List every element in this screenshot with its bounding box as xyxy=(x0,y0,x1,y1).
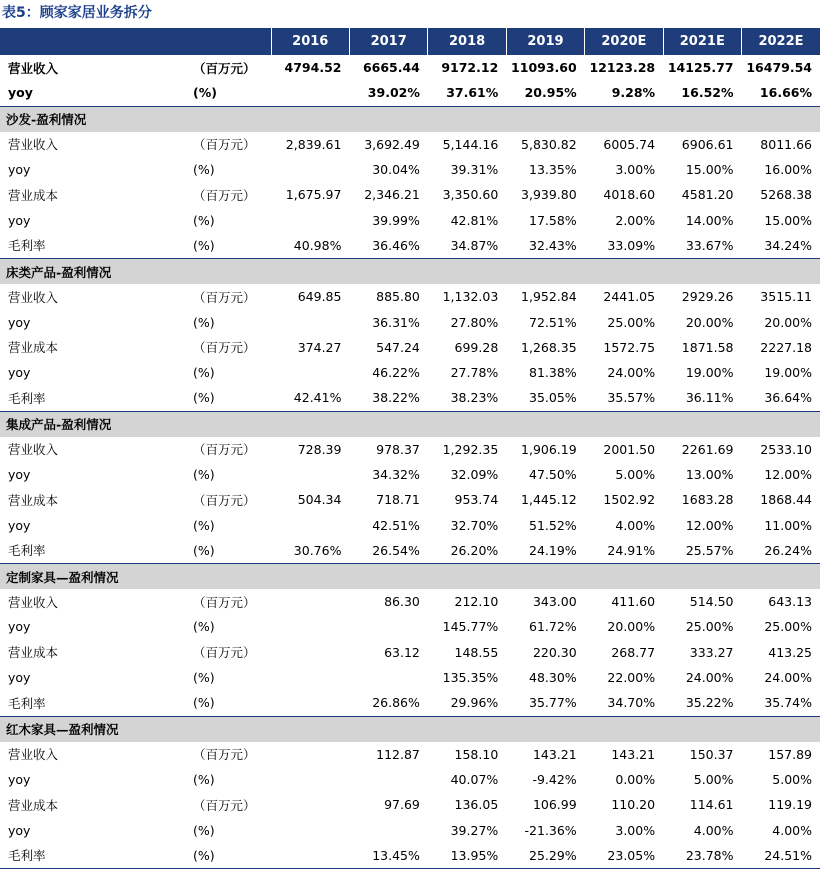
value-cell: 12.00% xyxy=(663,512,741,537)
section-title: 床类产品-盈利情况 xyxy=(0,259,820,285)
table-row xyxy=(0,132,820,157)
value-cell: 1,675.97 xyxy=(271,182,349,207)
value-cell: 15.00% xyxy=(742,207,820,232)
value-cell: 36.11% xyxy=(663,385,741,411)
table-row xyxy=(0,309,820,334)
business-breakdown-table xyxy=(0,28,820,869)
value-cell: 16.00% xyxy=(742,157,820,182)
value-cell: 24.91% xyxy=(585,538,663,564)
value-cell: 19.00% xyxy=(663,360,741,385)
row-unit: (%) xyxy=(183,665,271,690)
value-cell: 106.99 xyxy=(506,792,584,817)
row-unit: (%) xyxy=(183,843,271,869)
value-cell: 343.00 xyxy=(506,589,584,614)
value-cell: 25.00% xyxy=(663,614,741,639)
row-unit: (%) xyxy=(183,690,271,716)
value-cell: 36.64% xyxy=(742,385,820,411)
value-cell: 1572.75 xyxy=(585,335,663,360)
table-row xyxy=(0,614,820,639)
value-cell: 220.30 xyxy=(506,640,584,665)
value-cell: 19.00% xyxy=(742,360,820,385)
value-cell: 37.61% xyxy=(428,80,506,106)
value-cell: 32.70% xyxy=(428,512,506,537)
row-unit: （百万元） xyxy=(183,437,271,462)
table-row xyxy=(0,817,820,842)
row-label: 毛利率 xyxy=(0,843,183,869)
row-unit: （百万元） xyxy=(183,792,271,817)
value-cell: 24.51% xyxy=(742,843,820,869)
row-unit: （百万元） xyxy=(183,487,271,512)
value-cell xyxy=(271,843,349,869)
year-header: 2017 xyxy=(349,28,427,55)
value-cell: 1,445.12 xyxy=(506,487,584,512)
value-cell: 30.04% xyxy=(349,157,427,182)
section-header-row xyxy=(0,106,820,132)
value-cell: 35.22% xyxy=(663,690,741,716)
value-cell: 112.87 xyxy=(349,742,427,767)
value-cell: 3.00% xyxy=(585,817,663,842)
value-cell: 2.00% xyxy=(585,207,663,232)
value-cell: 4.00% xyxy=(585,512,663,537)
row-label: 毛利率 xyxy=(0,233,183,259)
value-cell: 20.00% xyxy=(742,309,820,334)
value-cell: 39.31% xyxy=(428,157,506,182)
value-cell: 51.52% xyxy=(506,512,584,537)
value-cell: 2441.05 xyxy=(585,284,663,309)
value-cell: 547.24 xyxy=(349,335,427,360)
value-cell: 413.25 xyxy=(742,640,820,665)
value-cell: 2261.69 xyxy=(663,437,741,462)
value-cell: 20.95% xyxy=(506,80,584,106)
row-unit: （百万元） xyxy=(183,284,271,309)
value-cell: 1868.44 xyxy=(742,487,820,512)
value-cell: 504.34 xyxy=(271,487,349,512)
value-cell: 27.78% xyxy=(428,360,506,385)
year-header: 2020E xyxy=(585,28,663,55)
value-cell: 20.00% xyxy=(585,614,663,639)
table-row xyxy=(0,360,820,385)
table-row xyxy=(0,767,820,792)
table-row xyxy=(0,437,820,462)
year-header: 2018 xyxy=(428,28,506,55)
value-cell: 885.80 xyxy=(349,284,427,309)
value-cell: 22.00% xyxy=(585,665,663,690)
header-row xyxy=(0,28,820,55)
value-cell: 157.89 xyxy=(742,742,820,767)
value-cell: 25.29% xyxy=(506,843,584,869)
row-label: 营业收入 xyxy=(0,589,183,614)
value-cell: 25.00% xyxy=(742,614,820,639)
value-cell: 25.57% xyxy=(663,538,741,564)
value-cell xyxy=(271,309,349,334)
value-cell: 6005.74 xyxy=(585,132,663,157)
value-cell: 40.98% xyxy=(271,233,349,259)
row-unit: (%) xyxy=(183,233,271,259)
value-cell: 11093.60 xyxy=(506,55,584,80)
value-cell: 26.86% xyxy=(349,690,427,716)
section-header-row xyxy=(0,259,820,285)
row-unit: (%) xyxy=(183,157,271,182)
value-cell: 8011.66 xyxy=(742,132,820,157)
value-cell: 143.21 xyxy=(506,742,584,767)
value-cell xyxy=(271,665,349,690)
value-cell: 1683.28 xyxy=(663,487,741,512)
value-cell: 35.74% xyxy=(742,690,820,716)
value-cell: 1,132.03 xyxy=(428,284,506,309)
row-unit: (%) xyxy=(183,614,271,639)
section-title: 沙发-盈利情况 xyxy=(0,106,820,132)
value-cell: 14125.77 xyxy=(663,55,741,80)
value-cell: 46.22% xyxy=(349,360,427,385)
section-header-row xyxy=(0,564,820,590)
value-cell: 30.76% xyxy=(271,538,349,564)
value-cell: 35.57% xyxy=(585,385,663,411)
value-cell xyxy=(271,640,349,665)
value-cell: 150.37 xyxy=(663,742,741,767)
value-cell: 12.00% xyxy=(742,462,820,487)
value-cell: 61.72% xyxy=(506,614,584,639)
value-cell: 35.77% xyxy=(506,690,584,716)
row-unit: （百万元） xyxy=(183,640,271,665)
value-cell: 81.38% xyxy=(506,360,584,385)
value-cell: 2001.50 xyxy=(585,437,663,462)
value-cell: 2,839.61 xyxy=(271,132,349,157)
value-cell: 63.12 xyxy=(349,640,427,665)
table-row xyxy=(0,690,820,716)
section-title: 红木家具—盈利情况 xyxy=(0,716,820,742)
value-cell: 6906.61 xyxy=(663,132,741,157)
row-unit: (%) xyxy=(183,385,271,411)
value-cell: 2227.18 xyxy=(742,335,820,360)
value-cell: 0.00% xyxy=(585,767,663,792)
table-row xyxy=(0,385,820,411)
table-row xyxy=(0,157,820,182)
table-title: 表5：顾家家居业务拆分 xyxy=(0,0,820,28)
row-label: 营业收入 xyxy=(0,742,183,767)
value-cell: -21.36% xyxy=(506,817,584,842)
table-row xyxy=(0,843,820,869)
value-cell: 5,830.82 xyxy=(506,132,584,157)
value-cell xyxy=(271,589,349,614)
value-cell: 4581.20 xyxy=(663,182,741,207)
value-cell: 5.00% xyxy=(585,462,663,487)
row-unit: （百万元） xyxy=(183,55,271,80)
value-cell: 23.78% xyxy=(663,843,741,869)
value-cell: 5.00% xyxy=(663,767,741,792)
value-cell: 3,939.80 xyxy=(506,182,584,207)
section-title: 定制家具—盈利情况 xyxy=(0,564,820,590)
row-unit: (%) xyxy=(183,817,271,842)
value-cell: 38.22% xyxy=(349,385,427,411)
row-label: yoy xyxy=(0,207,183,232)
value-cell: 514.50 xyxy=(663,589,741,614)
value-cell: 136.05 xyxy=(428,792,506,817)
row-label: yoy xyxy=(0,512,183,537)
value-cell: 718.71 xyxy=(349,487,427,512)
value-cell: 16.66% xyxy=(742,80,820,106)
value-cell: 33.67% xyxy=(663,233,741,259)
value-cell: 17.58% xyxy=(506,207,584,232)
value-cell: 333.27 xyxy=(663,640,741,665)
value-cell: 47.50% xyxy=(506,462,584,487)
value-cell xyxy=(271,360,349,385)
value-cell: 25.00% xyxy=(585,309,663,334)
value-cell: 119.19 xyxy=(742,792,820,817)
value-cell: 2533.10 xyxy=(742,437,820,462)
value-cell: 32.43% xyxy=(506,233,584,259)
value-cell: 34.87% xyxy=(428,233,506,259)
value-cell: 26.20% xyxy=(428,538,506,564)
table-row xyxy=(0,182,820,207)
table-row xyxy=(0,665,820,690)
value-cell: 145.77% xyxy=(428,614,506,639)
table-row xyxy=(0,487,820,512)
row-label: 营业成本 xyxy=(0,335,183,360)
row-unit: (%) xyxy=(183,512,271,537)
table-row xyxy=(0,512,820,537)
value-cell: 5,144.16 xyxy=(428,132,506,157)
value-cell: 3515.11 xyxy=(742,284,820,309)
section-title: 集成产品-盈利情况 xyxy=(0,411,820,437)
row-unit: （百万元） xyxy=(183,335,271,360)
value-cell: 1,292.35 xyxy=(428,437,506,462)
value-cell: 4018.60 xyxy=(585,182,663,207)
row-unit: (%) xyxy=(183,207,271,232)
value-cell xyxy=(349,767,427,792)
row-label: yoy xyxy=(0,360,183,385)
table-row xyxy=(0,335,820,360)
value-cell xyxy=(271,792,349,817)
year-header: 2019 xyxy=(506,28,584,55)
value-cell: 110.20 xyxy=(585,792,663,817)
value-cell xyxy=(271,690,349,716)
table-row xyxy=(0,207,820,232)
value-cell: 1,952.84 xyxy=(506,284,584,309)
row-unit: (%) xyxy=(183,80,271,106)
value-cell: 1,906.19 xyxy=(506,437,584,462)
row-label: yoy xyxy=(0,309,183,334)
value-cell xyxy=(349,665,427,690)
value-cell: 5.00% xyxy=(742,767,820,792)
value-cell: 158.10 xyxy=(428,742,506,767)
value-cell xyxy=(271,80,349,106)
row-label: yoy xyxy=(0,817,183,842)
value-cell: 26.24% xyxy=(742,538,820,564)
table-row xyxy=(0,792,820,817)
section-header-row xyxy=(0,716,820,742)
year-header: 2022E xyxy=(742,28,820,55)
value-cell: 72.51% xyxy=(506,309,584,334)
value-cell: 135.35% xyxy=(428,665,506,690)
row-unit: （百万元） xyxy=(183,589,271,614)
value-cell xyxy=(349,614,427,639)
table-row xyxy=(0,233,820,259)
value-cell: 4.00% xyxy=(742,817,820,842)
value-cell: 649.85 xyxy=(271,284,349,309)
header-blank-cell xyxy=(0,28,183,55)
value-cell: 38.23% xyxy=(428,385,506,411)
row-unit: (%) xyxy=(183,360,271,385)
value-cell: 114.61 xyxy=(663,792,741,817)
row-label: 营业成本 xyxy=(0,487,183,512)
value-cell: 16.52% xyxy=(663,80,741,106)
value-cell: 42.41% xyxy=(271,385,349,411)
value-cell: 14.00% xyxy=(663,207,741,232)
value-cell: 6665.44 xyxy=(349,55,427,80)
value-cell: 20.00% xyxy=(663,309,741,334)
value-cell xyxy=(271,742,349,767)
value-cell: 27.80% xyxy=(428,309,506,334)
value-cell: 411.60 xyxy=(585,589,663,614)
value-cell: 212.10 xyxy=(428,589,506,614)
value-cell xyxy=(271,207,349,232)
value-cell: 643.13 xyxy=(742,589,820,614)
value-cell: 24.00% xyxy=(742,665,820,690)
table-row xyxy=(0,55,820,80)
row-label: 毛利率 xyxy=(0,690,183,716)
value-cell xyxy=(271,817,349,842)
row-label: 营业收入 xyxy=(0,55,183,80)
header-blank-cell xyxy=(183,28,271,55)
table-row xyxy=(0,462,820,487)
value-cell: 148.55 xyxy=(428,640,506,665)
value-cell: 32.09% xyxy=(428,462,506,487)
value-cell: 3,692.49 xyxy=(349,132,427,157)
value-cell: 15.00% xyxy=(663,157,741,182)
value-cell: 13.95% xyxy=(428,843,506,869)
row-label: yoy xyxy=(0,462,183,487)
table-row xyxy=(0,80,820,106)
row-unit: （百万元） xyxy=(183,132,271,157)
value-cell xyxy=(271,157,349,182)
value-cell: 34.32% xyxy=(349,462,427,487)
table-row xyxy=(0,589,820,614)
section-header-row xyxy=(0,411,820,437)
value-cell: 2,346.21 xyxy=(349,182,427,207)
table-body xyxy=(0,28,820,869)
value-cell: 5268.38 xyxy=(742,182,820,207)
table-row xyxy=(0,742,820,767)
value-cell: 2929.26 xyxy=(663,284,741,309)
value-cell: 699.28 xyxy=(428,335,506,360)
value-cell: 35.05% xyxy=(506,385,584,411)
row-unit: (%) xyxy=(183,767,271,792)
value-cell: 9.28% xyxy=(585,80,663,106)
row-label: 营业收入 xyxy=(0,284,183,309)
value-cell: 26.54% xyxy=(349,538,427,564)
value-cell: 4794.52 xyxy=(271,55,349,80)
value-cell: 978.37 xyxy=(349,437,427,462)
value-cell: 86.30 xyxy=(349,589,427,614)
row-unit: （百万元） xyxy=(183,182,271,207)
value-cell: 24.00% xyxy=(663,665,741,690)
value-cell: 24.19% xyxy=(506,538,584,564)
value-cell: 48.30% xyxy=(506,665,584,690)
value-cell: 268.77 xyxy=(585,640,663,665)
value-cell: 374.27 xyxy=(271,335,349,360)
row-label: 营业成本 xyxy=(0,182,183,207)
value-cell: 39.27% xyxy=(428,817,506,842)
value-cell xyxy=(271,512,349,537)
value-cell xyxy=(271,767,349,792)
value-cell: 42.81% xyxy=(428,207,506,232)
value-cell: 40.07% xyxy=(428,767,506,792)
year-header: 2016 xyxy=(271,28,349,55)
table-row xyxy=(0,640,820,665)
value-cell: 97.69 xyxy=(349,792,427,817)
value-cell: 4.00% xyxy=(663,817,741,842)
value-cell: 3.00% xyxy=(585,157,663,182)
value-cell: 9172.12 xyxy=(428,55,506,80)
value-cell xyxy=(271,614,349,639)
row-label: 营业收入 xyxy=(0,437,183,462)
value-cell: 1,268.35 xyxy=(506,335,584,360)
value-cell: 13.00% xyxy=(663,462,741,487)
row-label: yoy xyxy=(0,614,183,639)
value-cell: 39.99% xyxy=(349,207,427,232)
value-cell: 3,350.60 xyxy=(428,182,506,207)
value-cell: 13.45% xyxy=(349,843,427,869)
row-label: yoy xyxy=(0,767,183,792)
row-label: 毛利率 xyxy=(0,538,183,564)
value-cell: 12123.28 xyxy=(585,55,663,80)
row-label: 营业成本 xyxy=(0,792,183,817)
row-label: 营业成本 xyxy=(0,640,183,665)
row-unit: (%) xyxy=(183,309,271,334)
row-label: yoy xyxy=(0,80,183,106)
table-row xyxy=(0,538,820,564)
table-row xyxy=(0,284,820,309)
value-cell: 34.70% xyxy=(585,690,663,716)
value-cell: 143.21 xyxy=(585,742,663,767)
value-cell xyxy=(349,817,427,842)
value-cell: 13.35% xyxy=(506,157,584,182)
value-cell: 36.46% xyxy=(349,233,427,259)
value-cell: -9.42% xyxy=(506,767,584,792)
value-cell: 36.31% xyxy=(349,309,427,334)
row-label: 营业收入 xyxy=(0,132,183,157)
value-cell: 39.02% xyxy=(349,80,427,106)
year-header: 2021E xyxy=(663,28,741,55)
row-unit: （百万元） xyxy=(183,742,271,767)
value-cell: 34.24% xyxy=(742,233,820,259)
value-cell: 1502.92 xyxy=(585,487,663,512)
value-cell: 29.96% xyxy=(428,690,506,716)
row-label: yoy xyxy=(0,665,183,690)
value-cell: 728.39 xyxy=(271,437,349,462)
value-cell: 953.74 xyxy=(428,487,506,512)
value-cell: 33.09% xyxy=(585,233,663,259)
value-cell: 1871.58 xyxy=(663,335,741,360)
value-cell: 24.00% xyxy=(585,360,663,385)
row-unit: (%) xyxy=(183,538,271,564)
row-label: 毛利率 xyxy=(0,385,183,411)
value-cell xyxy=(271,462,349,487)
row-label: yoy xyxy=(0,157,183,182)
row-unit: (%) xyxy=(183,462,271,487)
value-cell: 11.00% xyxy=(742,512,820,537)
value-cell: 23.05% xyxy=(585,843,663,869)
value-cell: 42.51% xyxy=(349,512,427,537)
value-cell: 16479.54 xyxy=(742,55,820,80)
